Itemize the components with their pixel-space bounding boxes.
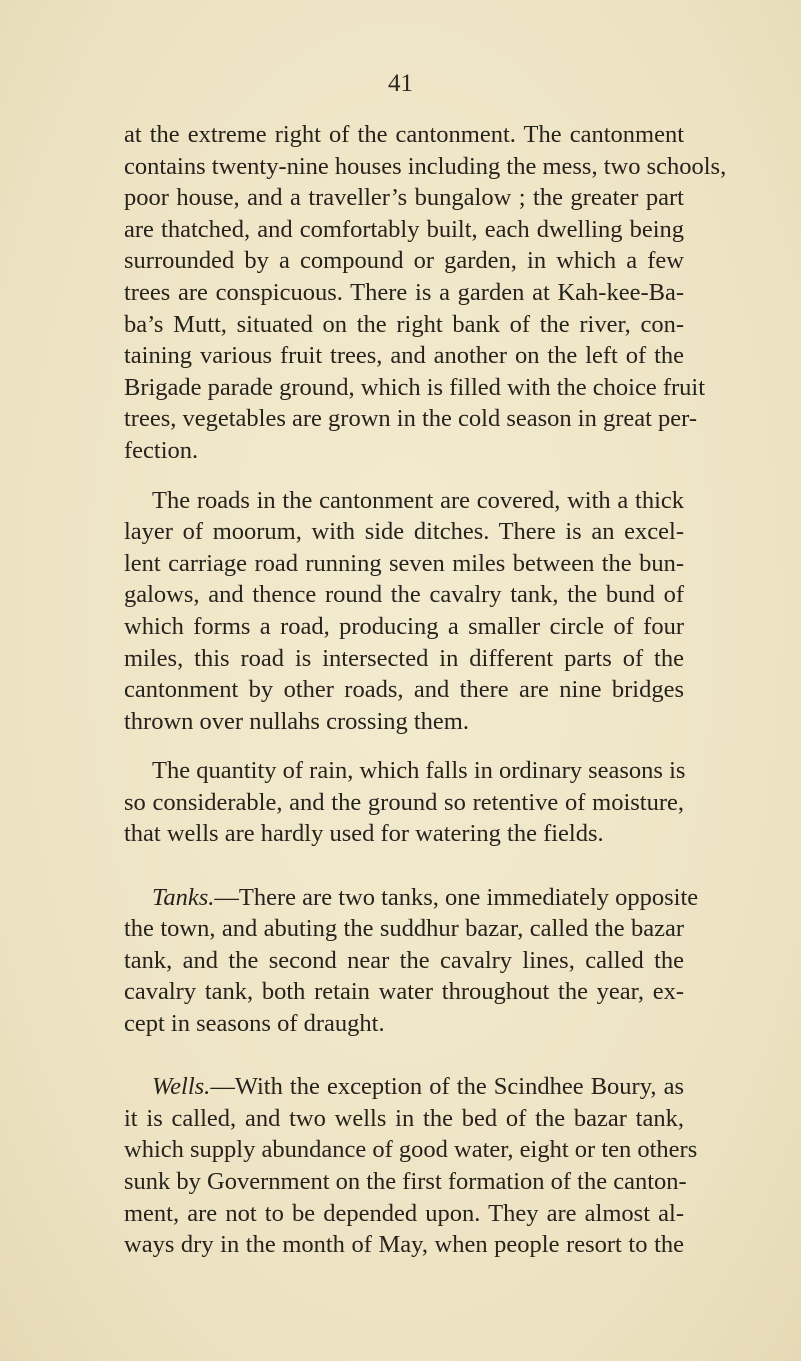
text-line: ways dry in the month of May, when people resort to the	[124, 1231, 684, 1259]
text-line: layer of moorum, with side ditches. There is an excel-	[124, 518, 684, 546]
page-number: 41	[388, 70, 413, 97]
text-line: trees, vegetables are grown in the cold season in great per-	[124, 405, 697, 433]
section-heading-wells: Wells.	[152, 1073, 211, 1101]
text-line: fection.	[124, 436, 199, 464]
text-line: ba’s Mutt, situated on the right bank of the river, con-	[124, 310, 684, 338]
paragraph-rain	[124, 755, 684, 850]
text-line: the town, and abuting the suddhur bazar, called the bazar	[124, 915, 684, 943]
text-line: surrounded by a compound or garden, in which a few	[124, 247, 684, 275]
text-line	[124, 882, 699, 914]
text-line: trees are conspicuous. There is a garden at Kah-kee-Ba-	[124, 278, 684, 306]
text-line: taining various fruit trees, and another on the left of the	[124, 342, 684, 370]
text-line: poor house, and a traveller’s bungalow ; the greater part	[124, 184, 684, 212]
text-fragment: —With the exception of the Scindhee Boury, as	[210, 1073, 684, 1101]
section-heading-tanks: Tanks.	[152, 883, 215, 911]
text-line: thrown over nullahs crossing them.	[124, 707, 469, 735]
text-line: which supply abundance of good water, eight or ten others	[124, 1136, 698, 1164]
text-line	[124, 1071, 684, 1103]
text-line: sunk by Government on the first formation of the canton-	[124, 1168, 687, 1195]
paragraph-roads	[124, 485, 684, 738]
paragraph-cantonment-houses	[124, 119, 727, 467]
text-line: The roads in the cantonment are covered, with a thick	[152, 486, 684, 514]
text-line: that wells are hardly used for watering the fields.	[124, 820, 604, 848]
paragraph-tanks	[124, 882, 699, 1040]
text-line: contains twenty-nine houses including the mess, two schools,	[124, 152, 727, 180]
text-line: The quantity of rain, which falls in ordinary seasons is	[152, 757, 686, 785]
text-line: so considerable, and the ground so retentive of moisture,	[124, 788, 684, 816]
text-line: cavalry tank, both retain water throughout the year, ex-	[124, 978, 684, 1006]
text-line: galows, and thence round the cavalry tank, the bund of	[124, 581, 684, 609]
text-line: Brigade parade ground, which is filled with the choice fruit	[124, 373, 706, 401]
text-line: ment, are not to be depended upon. They are almost al-	[124, 1199, 684, 1227]
text-fragment: —There are two tanks, one immediately opposite	[214, 883, 699, 911]
text-line: cantonment by other roads, and there are nine bridges	[124, 676, 684, 704]
text-line: miles, this road is intersected in different parts of the	[124, 644, 684, 672]
paragraph-wells	[124, 1071, 698, 1261]
body-text	[124, 119, 727, 1261]
text-line: are thatched, and comfortably built, each dwelling being	[124, 215, 684, 243]
text-line: tank, and the second near the cavalry lines, called the	[124, 946, 684, 974]
text-line: it is called, and two wells in the bed of the bazar tank,	[124, 1104, 684, 1132]
text-line: which forms a road, producing a smaller circle of four	[124, 612, 684, 640]
text-line: lent carriage road running seven miles between the bun-	[124, 549, 684, 577]
text-line: at the extreme right of the cantonment. The cantonment	[124, 121, 684, 148]
text-line: cept in seasons of draught.	[124, 1010, 385, 1038]
